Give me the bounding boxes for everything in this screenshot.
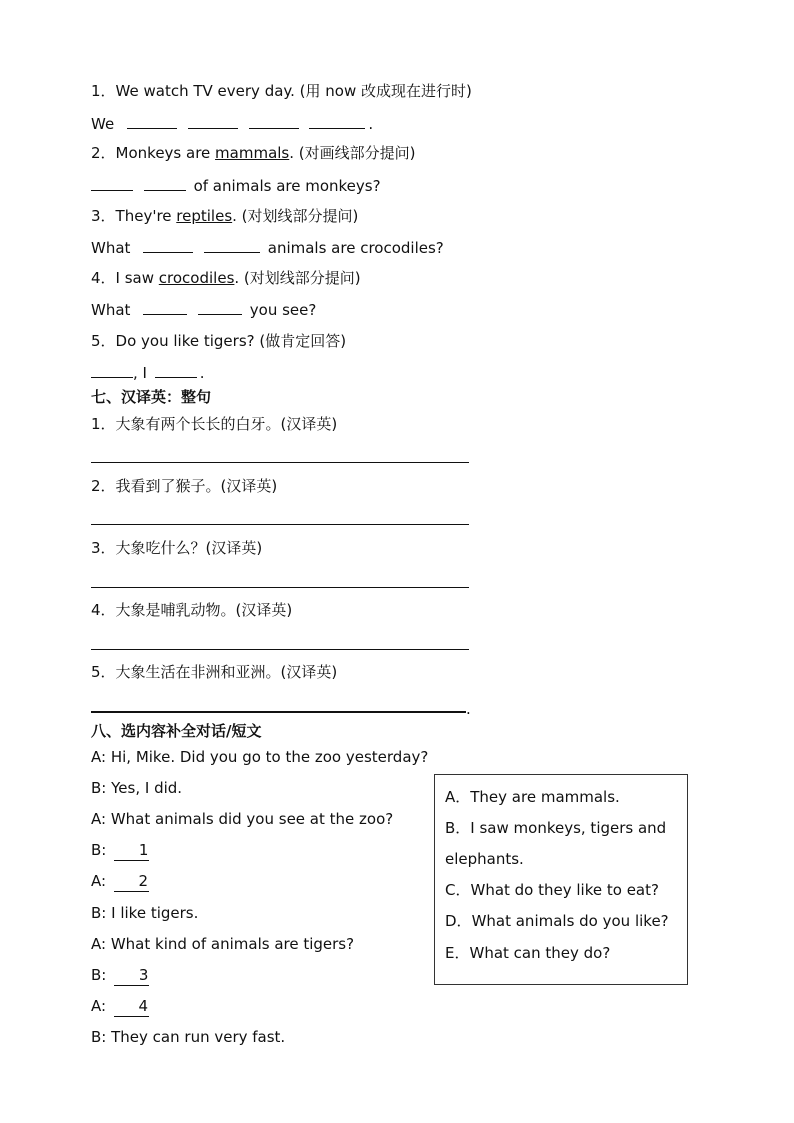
question-5: 5．Do you like tigers? (做肯定回答)	[91, 332, 347, 350]
translate-item-3: 3．大象吃什么？(汉译英)	[91, 539, 263, 557]
answer-line-2[interactable]	[91, 524, 469, 525]
question-1: 1．We watch TV every day. (用 now 改成现在进行时)	[91, 82, 472, 100]
dialogue-line-5: A: 2	[91, 872, 149, 890]
translate-item-2: 2．我看到了猴子。(汉译英)	[91, 477, 278, 495]
dialogue-blank-3[interactable]: 3	[114, 965, 149, 986]
dialogue-line-8: B: 3	[91, 966, 149, 984]
blank[interactable]	[144, 175, 186, 191]
answer-1: We .	[91, 115, 374, 133]
answer-2: of animals are monkeys?	[91, 175, 381, 196]
dialogue-blank-2[interactable]: 2	[114, 871, 149, 892]
dialogue-blank-4[interactable]: 4	[114, 996, 149, 1017]
answer-line-3[interactable]	[91, 587, 469, 588]
answer-4: What you see?	[91, 301, 317, 319]
blank[interactable]	[198, 299, 242, 315]
translate-item-1: 1．大象有两个长长的白牙。(汉译英)	[91, 415, 338, 433]
blank[interactable]	[249, 113, 299, 129]
blank[interactable]	[188, 113, 238, 129]
option-b[interactable]: B．I saw monkeys, tigers and	[445, 819, 667, 837]
blank[interactable]	[91, 175, 133, 191]
answer-line-5[interactable]	[91, 711, 466, 713]
options-box	[434, 774, 688, 985]
option-a[interactable]: A．They are mammals.	[445, 788, 620, 806]
blank[interactable]	[204, 237, 260, 253]
blank[interactable]	[155, 362, 197, 378]
answer-5: , I .	[91, 362, 205, 383]
blank[interactable]	[143, 237, 193, 253]
section-7-title: 七、汉译英：整句	[91, 388, 212, 406]
answer-line-end: .	[466, 700, 471, 718]
option-d[interactable]: D．What animals do you like?	[445, 912, 669, 930]
dialogue-line-2: B: Yes, I did.	[91, 779, 183, 797]
dialogue-line-10: B: They can run very fast.	[91, 1028, 286, 1046]
dialogue-line-4: B: 1	[91, 841, 149, 859]
blank[interactable]	[91, 362, 133, 378]
answer-line-4[interactable]	[91, 649, 469, 650]
question-4: 4．I saw crocodiles. (对划线部分提问)	[91, 269, 361, 287]
option-e[interactable]: E．What can they do?	[445, 944, 611, 962]
dialogue-line-1: A: Hi, Mike. Did you go to the zoo yesterday?	[91, 748, 429, 766]
blank[interactable]	[309, 113, 365, 129]
blank[interactable]	[143, 299, 187, 315]
dialogue-line-7: A: What kind of animals are tigers?	[91, 935, 355, 953]
question-3: 3．They're reptiles. (对划线部分提问)	[91, 207, 359, 225]
dialogue-blank-1[interactable]: 1	[114, 840, 149, 861]
dialogue-line-3: A: What animals did you see at the zoo?	[91, 810, 394, 828]
dialogue-line-6: B: I like tigers.	[91, 904, 199, 922]
option-b-continued: elephants.	[445, 850, 524, 868]
translate-item-4: 4．大象是哺乳动物。(汉译英)	[91, 601, 293, 619]
question-2: 2．Monkeys are mammals. (对画线部分提问)	[91, 144, 416, 162]
option-c[interactable]: C．What do they like to eat?	[445, 881, 659, 899]
dialogue-line-9: A: 4	[91, 997, 149, 1015]
answer-line-1[interactable]	[91, 462, 469, 463]
translate-item-5: 5．大象生活在非洲和亚洲。(汉译英)	[91, 663, 338, 681]
blank[interactable]	[127, 113, 177, 129]
section-8-title: 八、选内容补全对话/短文	[91, 722, 262, 740]
answer-3: What animals are crocodiles?	[91, 239, 444, 257]
